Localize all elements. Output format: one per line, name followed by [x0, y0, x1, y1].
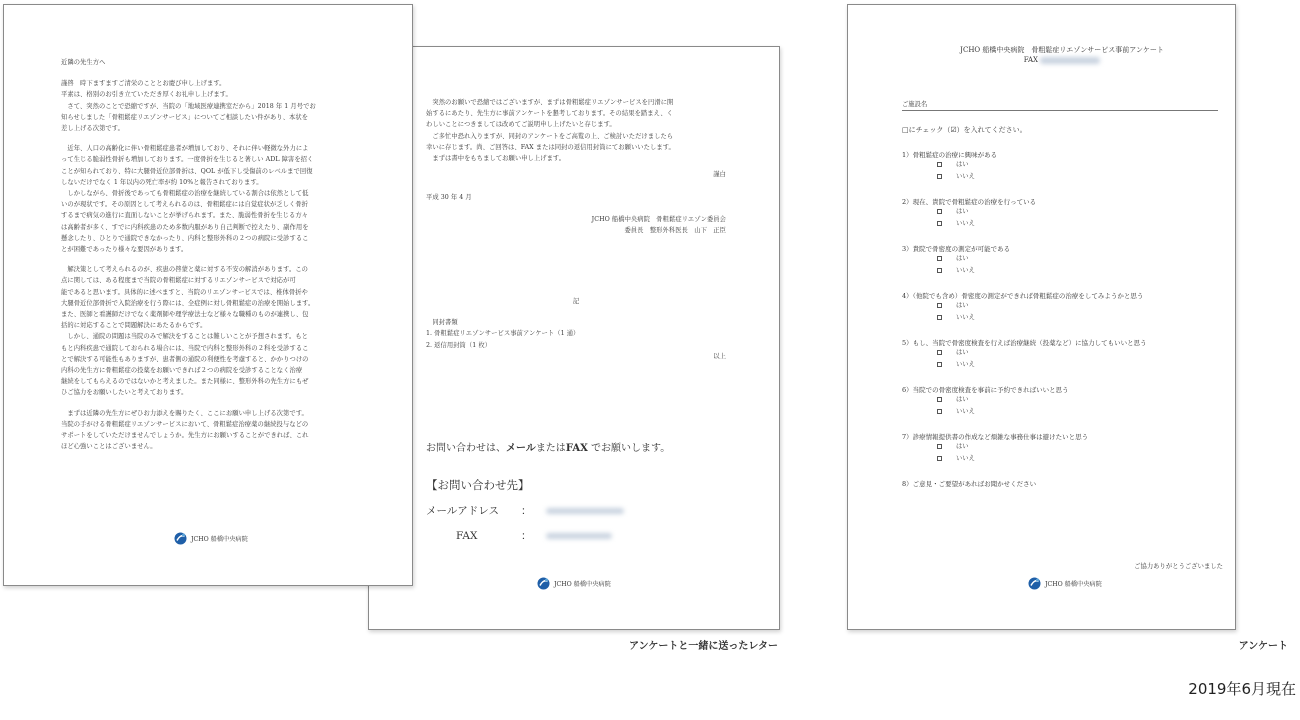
letter-line: 始するにあたり、先生方に事前アンケートを懇考しております。その結果を踏まえ、く	[426, 110, 674, 118]
letter-line: さて、突然のことで恐縮ですが、当院の「地域医療連携室だから」2018 年 1 月号でお	[61, 102, 316, 110]
checkbox-icon[interactable]	[937, 409, 942, 414]
enclosure-item: 2. 返信用封筒（1 枚）	[426, 341, 492, 349]
letter-line: サポートをしていただけませんでしょうか。先生方にお願いすることができれば、これ	[61, 432, 309, 440]
checkbox-icon[interactable]	[937, 162, 942, 167]
letter-line: は高齢者が多く、すでに内科疾患のため多数内服があり自己判断で控えたり、副作用を	[61, 223, 309, 231]
letter-page-1	[3, 4, 413, 586]
hospital-name: JCHO 船橋中央病院	[554, 581, 611, 588]
option-yes[interactable]	[902, 347, 1222, 359]
option-no[interactable]	[902, 171, 1222, 183]
letter-line: 差し上げる次第です。	[61, 125, 124, 133]
letter-line: 点に関しては、ある程度まで当院の骨粗鬆症に対するリエゾンサービスで対応が可	[61, 277, 296, 285]
question-item	[902, 244, 1222, 276]
hospital-logo	[537, 577, 611, 590]
hospital-name: JCHO 船橋中央病院	[1045, 581, 1102, 588]
option-label: いいえ	[956, 407, 975, 415]
sender-organization: JCHO 船橋中央病院 骨粗鬆症リエゾン委員会	[591, 215, 726, 223]
sender-person: 委員長 整形外科医長 山下 正臣	[624, 226, 726, 234]
fax-number-redacted	[1040, 57, 1100, 64]
question-text: 4）（他院でも含め）骨密度の測定ができれば骨粗鬆症の治療をしてみようかと思う	[902, 292, 1144, 300]
letter-line: まずは近隣の先生方にぜひお力添えを賜りたく、ここにお願い申し上げる次第です。	[61, 409, 308, 417]
option-label: はい	[956, 396, 969, 403]
letter-line: いのが現状です。その原因として考えられるのは、骨粗鬆症には自覚症状が乏しく骨折	[61, 201, 309, 209]
checkbox-icon[interactable]	[937, 268, 942, 273]
questionnaire-caption: アンケート	[1238, 641, 1288, 652]
checkbox-icon[interactable]	[937, 209, 942, 214]
fax-label: FAX	[456, 529, 478, 542]
letter-closing: 謹白	[713, 171, 726, 179]
letter-line: また、医師と看護師だけでなく薬剤師や理学療法士など様々な職種のものが連携し、包	[61, 311, 309, 319]
checkbox-icon[interactable]	[937, 303, 942, 308]
contact-lead-mail: メール	[506, 443, 536, 454]
option-yes[interactable]	[902, 206, 1222, 218]
letter-line: まずは書中をもちましてお願い申し上げます。	[426, 155, 566, 163]
contact-lead-post: でお願いします。	[587, 443, 671, 454]
checkbox-icon[interactable]	[937, 350, 942, 355]
option-label: いいえ	[956, 172, 975, 180]
letter-line: しかし、通院の問題は当院のみで解決をすることは難しいことが予想されます。もと	[61, 333, 309, 341]
enclosure-heading: 同封書類	[426, 319, 458, 327]
letter-line: わしいことにつきましては改めてご説明申し上げたいと存じます。	[426, 121, 616, 129]
letter-line: 内科の先生方に骨粗鬆症の投薬をお願いできれば２つの病院を受診することなく治療	[61, 367, 303, 375]
facility-name-field[interactable]: ご施設名	[902, 99, 1218, 111]
checkbox-instruction: □にチェック（☑）を入れてください。	[902, 126, 1027, 134]
question-item	[902, 338, 1222, 370]
email-colon: ：	[521, 505, 532, 517]
letter-line: 突然のお願いで恐縮ではございますが、まずは骨粗鬆症リエゾンサービスを円滑に開	[426, 99, 674, 106]
letter-request-paragraph	[426, 97, 726, 164]
contact-lead-fax: FAX	[565, 443, 588, 454]
checkbox-icon[interactable]	[937, 174, 942, 179]
letter-line: 解決策として考えられるのが、疾患の啓蒙と薬に対する不安の解消があります。この	[61, 266, 309, 274]
option-no[interactable]	[902, 359, 1222, 371]
option-label: はい	[956, 349, 969, 356]
letter-line: 謹啓 時下ますますご清栄のこととお慶び申し上げます。	[61, 80, 226, 88]
jcho-logo-icon	[537, 577, 550, 590]
checkbox-icon[interactable]	[937, 444, 942, 449]
option-label: はい	[956, 208, 969, 215]
contact-lead-pre: お問い合わせは、	[426, 443, 506, 454]
option-label: いいえ	[956, 360, 975, 368]
option-label: いいえ	[956, 313, 975, 321]
option-yes[interactable]	[902, 300, 1222, 312]
checkbox-icon[interactable]	[937, 362, 942, 367]
question-text: 3）貴院で骨密度の測定が可能である	[902, 245, 1011, 253]
hospital-logo	[1028, 577, 1102, 590]
letter-line: とで解決する可能性もありますが、患者側の通院の利便性を考慮すると、かかりつけの	[61, 355, 309, 363]
questionnaire-body	[902, 45, 1222, 488]
letter-line: 幸いに存じます。尚、ご回答は、FAX または同封の返信用封筒にてお願いいたします。	[426, 143, 675, 151]
letter-line: ひご協力をお願いしたいと考えております。	[61, 389, 188, 397]
question-item	[902, 432, 1222, 464]
letter-line: ご多忙中恐れ入りますが、同封のアンケートをご高覧の上、ご検討いただけましたら	[426, 132, 674, 140]
contact-lead	[426, 439, 670, 454]
checkbox-icon[interactable]	[937, 456, 942, 461]
letter-line: 括的に対応することで問題解決にあたるからです。	[61, 322, 207, 330]
ijo-text: 以上	[713, 352, 726, 360]
letter-line: 近年、人口の高齢化に伴い骨粗鬆症患者が増加しており、それに伴い軽微な外力によ	[61, 145, 309, 153]
email-redacted	[546, 508, 624, 514]
checkbox-icon[interactable]	[937, 256, 942, 261]
option-label: いいえ	[956, 266, 975, 274]
letter-line: 当院の手がける骨粗鬆症リエゾンサービスにおいて、骨粗鬆症治療薬の継続投与などの	[61, 420, 309, 428]
letter-line: って生じる脆弱性骨折も増加しております。一度骨折を生じると著しい ADL 障害を招く	[61, 156, 314, 164]
email-label: メールアドレス	[426, 505, 499, 517]
letter-caption: アンケートと一緒に送ったレター	[629, 641, 778, 652]
letter-paragraph	[61, 143, 361, 255]
hospital-name: JCHO 船橋中央病院	[191, 536, 248, 543]
question-text: 7）診療情報提供書の作成など煩雑な事務仕事は避けたいと思う	[902, 433, 1089, 441]
option-label: はい	[956, 161, 969, 168]
question-item	[902, 197, 1222, 229]
letter-line: しないだけでなく 1 年以内の死亡率が約 10%と報告されております。	[61, 178, 263, 186]
questionnaire-fax-label: FAX	[1023, 56, 1039, 64]
letter-line: するまで病気の進行に直面しないことが挙げられます。また、脆弱性骨折を生じる方々	[61, 212, 309, 220]
question-text: 2）現在、貴院で骨粗鬆症の治療を行っている	[902, 198, 1037, 206]
questionnaire-fax	[902, 55, 1222, 65]
letter-body-2	[426, 97, 726, 362]
checkbox-icon[interactable]	[937, 397, 942, 402]
thanks-text: ご協力ありがとうございました	[1134, 563, 1223, 570]
question-text: 1）骨粗鬆症の治療に興味がある	[902, 151, 998, 159]
question-text: 5）もし、当院で骨密度検査を行えば治療継続（投薬など）に協力してもいいと思う	[902, 339, 1147, 347]
letter-line: 能であると思います。具体的に述べますと、当院のリエゾンサービスでは、椎体骨折や	[61, 288, 308, 296]
letter-line: ほど心強いことはございません。	[61, 443, 157, 451]
letter-line: 平素は、格別のお引き立ていただき厚くお礼申し上げます。	[61, 91, 232, 99]
option-yes[interactable]	[902, 394, 1222, 406]
letter-line: しかしながら、骨折後であっても骨粗鬆症の治療を継続している割合は依然として低	[61, 190, 309, 198]
jcho-logo-icon	[174, 532, 187, 545]
fax-redacted	[546, 533, 612, 539]
enclosure-item: 1. 骨粗鬆症リエゾンサービス事前アンケート（1 通）	[426, 330, 580, 338]
option-yes[interactable]	[902, 441, 1222, 453]
letter-line: 懸念したり、ひとりで通院できなかったり、内科と整形外科の２つの病院に受診するこ	[61, 234, 309, 242]
questionnaire-page	[847, 4, 1236, 630]
option-no[interactable]	[902, 218, 1222, 230]
letter-body	[61, 57, 361, 462]
option-no[interactable]	[902, 312, 1222, 324]
option-no[interactable]	[902, 453, 1222, 465]
option-no[interactable]	[902, 406, 1222, 418]
question-comments: 8）ご意見・ご要望があればお聞かせください	[902, 480, 1037, 488]
letter-paragraph	[61, 408, 361, 453]
letter-line: 継続をしてもらえるのではないかと考えました。また同様に、整形外科の先生方にもぜ	[61, 378, 309, 386]
checkbox-icon[interactable]	[937, 221, 942, 226]
letter-paragraphs	[61, 78, 361, 452]
option-yes[interactable]	[902, 253, 1222, 265]
contact-email-row	[426, 503, 624, 518]
letter-line: とが困難であったり様々な要因があります。	[61, 246, 188, 254]
letter-date: 平成 30 年 4 月	[426, 194, 472, 202]
contact-fax-row	[426, 528, 612, 543]
option-label: はい	[956, 255, 969, 262]
letter-line: ことが知られており、特に大腿骨近位部骨折は、QOL が低下し受傷前のレベルまで回復	[61, 167, 313, 175]
question-item	[902, 150, 1222, 182]
checkbox-icon[interactable]	[937, 315, 942, 320]
letter-paragraph	[61, 264, 361, 398]
letter-line: もと内科疾患で通院しておられる場合には、当院で内科と整形外科の２科を受診するこ	[61, 344, 309, 352]
contact-lead-or: または	[535, 443, 566, 454]
questionnaire-title: JCHO 船橋中央病院 骨粗鬆症リエゾンサービス事前アンケート	[960, 46, 1164, 54]
letter-line: 大腿骨近位部骨折で入院治療を行う際には、全症例に対し骨粗鬆症の治療を開始します。	[61, 299, 315, 307]
option-label: いいえ	[956, 454, 975, 462]
question-list	[902, 150, 1222, 464]
option-label: はい	[956, 443, 969, 450]
option-label: いいえ	[956, 219, 975, 227]
question-item	[902, 385, 1222, 417]
option-no[interactable]	[902, 265, 1222, 277]
letter-page-2	[368, 46, 780, 630]
letter-greeting: 近隣の先生方へ	[61, 59, 106, 66]
ki-heading: 記	[572, 298, 580, 306]
contact-title: 【お問い合わせ先】	[426, 478, 530, 492]
option-yes[interactable]	[902, 159, 1222, 171]
question-item	[902, 291, 1222, 323]
letter-line: 知らせしました「骨粗鬆症リエゾンサービス」についてご相談したい件があり、本状を	[61, 113, 309, 121]
letter-paragraph	[61, 78, 361, 134]
hospital-logo	[174, 532, 248, 545]
as-of-date: 2019年6月現在	[1188, 680, 1296, 698]
jcho-logo-icon	[1028, 577, 1041, 590]
fax-colon: ：	[521, 530, 532, 542]
option-label: はい	[956, 302, 969, 309]
question-text: 6）当院での骨密度検査を事前に予約できればいいと思う	[902, 386, 1069, 394]
